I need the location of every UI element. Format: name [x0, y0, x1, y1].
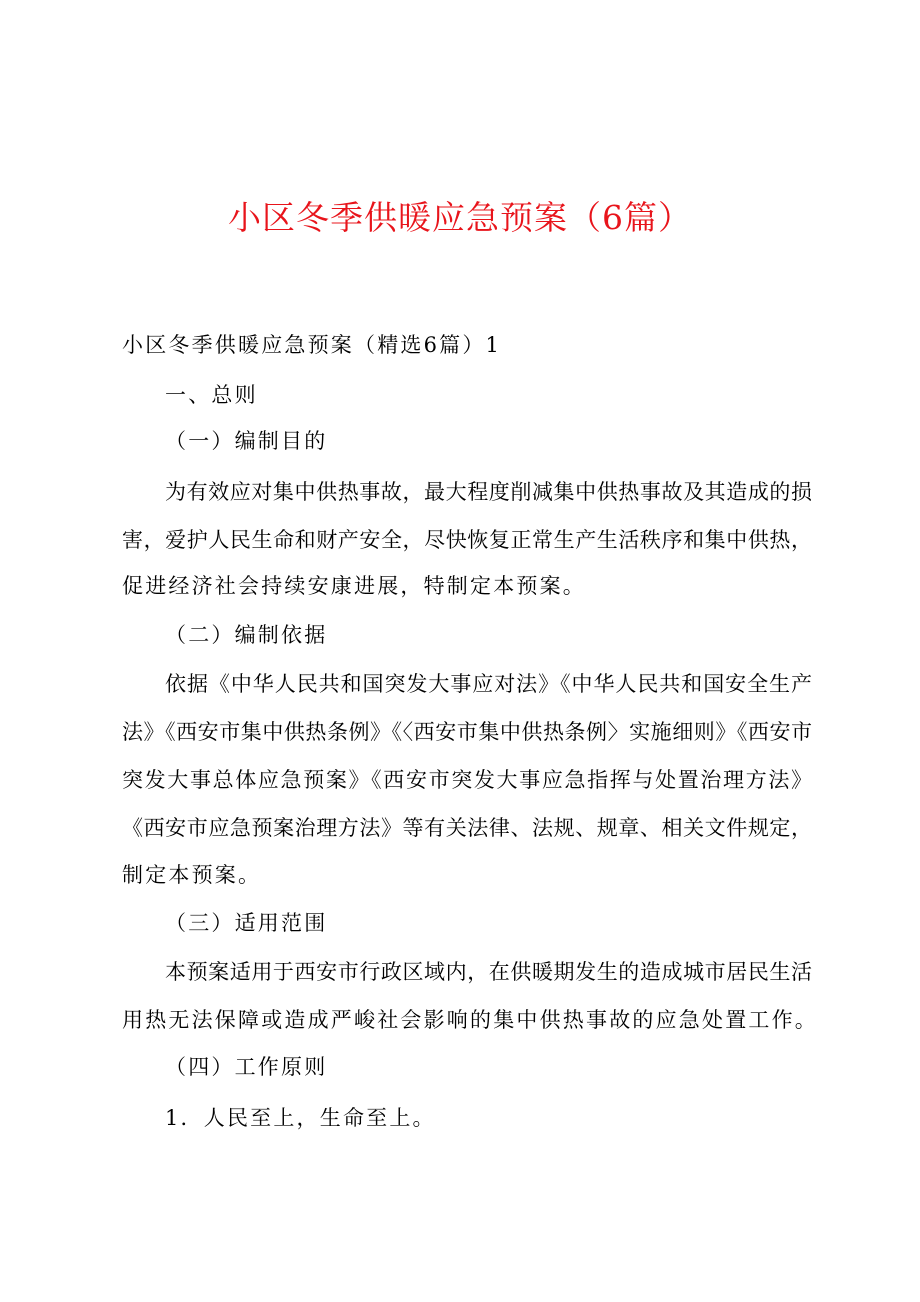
subsection-heading-purpose: （一）编制目的	[165, 429, 328, 453]
paragraph-line: 法》《西安市集中供热条例》《〈西安市集中供热条例〉实施细则》《西安市	[122, 720, 812, 744]
paragraph-line: 本预案适用于西安市行政区域内，在供暖期发生的造成城市居民生活	[165, 960, 812, 984]
subsection-heading-scope: （三）适用范围	[165, 911, 328, 935]
document-subtitle: 小区冬季供暖应急预案（精选6篇）1	[122, 333, 502, 357]
paragraph-line: 害，爱护人民生命和财产安全，尽快恢复正常生产生活秩序和集中供热，	[122, 528, 812, 552]
paragraph-line: 依据《中华人民共和国突发大事应对法》《中华人民共和国安全生产	[165, 672, 812, 696]
list-item: 1．人民至上，生命至上。	[165, 1106, 436, 1130]
paragraph-line: 突发大事总体应急预案》《西安市突发大事应急指挥与处置治理方法》	[122, 768, 812, 792]
paragraph-line: 制定本预案。	[122, 863, 262, 887]
subsection-heading-principles: （四）工作原则	[165, 1055, 328, 1079]
section-heading-general: 一、总则	[165, 383, 258, 407]
paragraph-line: 《西安市应急预案治理方法》等有关法律、法规、规章、相关文件规定，	[122, 816, 812, 840]
document-title: 小区冬季供暖应急预案（6篇）	[228, 198, 692, 237]
paragraph-line: 用热无法保障或造成严峻社会影响的集中供热事故的应急处置工作。	[122, 1008, 818, 1032]
paragraph-line: 为有效应对集中供热事故，最大程度削减集中供热事故及其造成的损	[165, 480, 812, 504]
paragraph-line: 促进经济社会持续安康进展，特制定本预案。	[122, 574, 586, 598]
subsection-heading-basis: （二）编制依据	[165, 623, 328, 647]
